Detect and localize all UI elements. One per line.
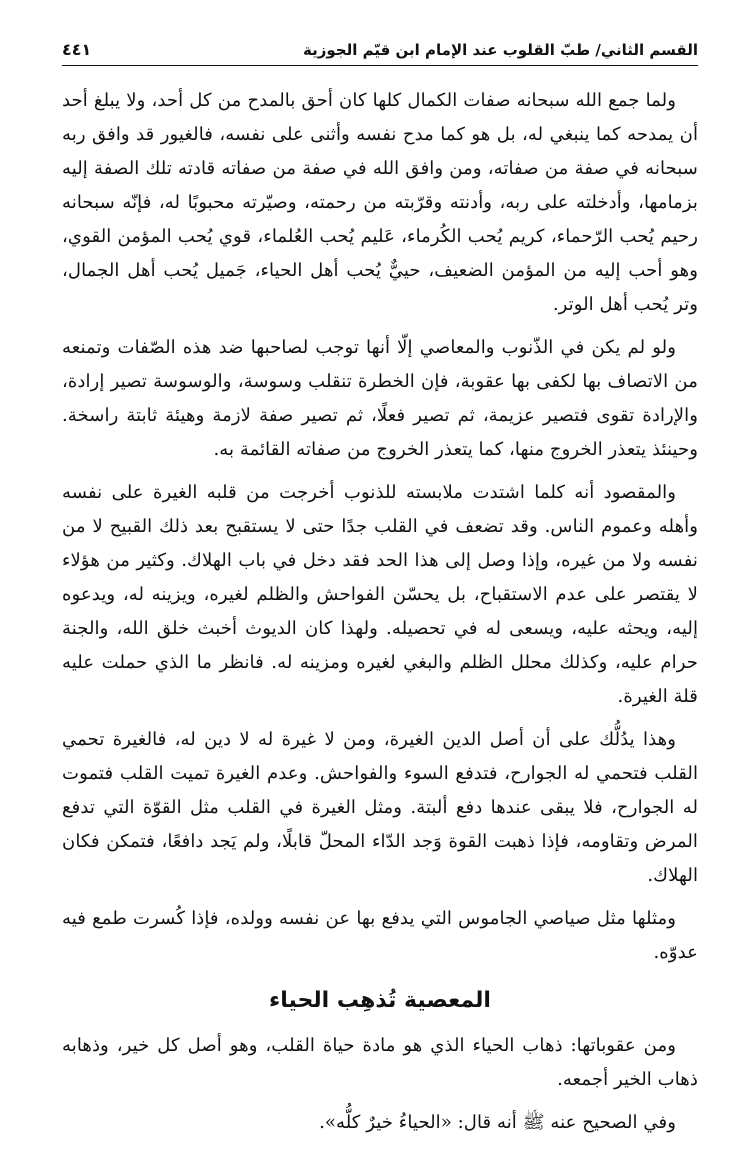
paragraph: ومن عقوباتها: ذهاب الحياء الذي هو مادة حياة القلب، وهو أصل كل خير، وذهابه ذهاب الخير أجمعه. xyxy=(62,1035,698,1090)
page-number: ٤٤١ xyxy=(62,40,92,59)
paragraph: وفي الصحيح عنه ﷺ أنه قال: «الحياءُ خيرٌ كلُّه». xyxy=(319,1112,676,1133)
running-header xyxy=(62,40,698,66)
header-title: القسم الثاني/ طبّ القلوب عند الإمام ابن قيّم الجوزية xyxy=(303,41,698,59)
section-heading: المعصية تُذهِب الحياء xyxy=(269,988,491,1013)
page-body xyxy=(62,84,698,1140)
paragraph: والمقصود أنه كلما اشتدت ملابسته للذنوب أخرجت من قلبه الغيرة على نفسه وأهله وعموم الناس. وقد تضعف في القلب جدًا حتى لا يستقبح بعد ذلك القبيح لا من نفسه ولا من غيره، وإذا وصل إلى هذا الحد فقد دخل في باب الهلاك. وكثير من هؤلاء لا يقتصر على عدم الاستقباح، بل يحسّن الفواحش والظلم لغيره، ويزينه له، ويدعوه إليه، ويحثه عليه، ويسعى له في تحصيله. ولهذا كان الديوث أخبث خلق الله، والجنة حرام عليه، وكذلك محلل الظلم والبغي لغيره ومزينه له. فانظر ما الذي حملت عليه قلة الغيرة. xyxy=(62,482,698,707)
paragraph: وهذا يدُلُّك على أن أصل الدين الغيرة، ومن لا غيرة له لا دين له، فالغيرة تحمي القلب فتحمي له الجوارح، فتدفع السوء والفواحش. وعدم الغيرة تميت القلب فتموت له الجوارح، فلا يبقى عندها دفع ألبتة. ومثل الغيرة في القلب مثل القوّة التي تدفع المرض وتقاومه، فإذا ذهبت القوة وَجد الدّاء المحلّ قابلًا، ولم يَجد دافعًا، فتمكن فكان الهلاك. xyxy=(62,729,698,886)
paragraph: ولو لم يكن في الذّنوب والمعاصي إلّا أنها توجب لصاحبها ضد هذه الصّفات وتمنعه من الاتصاف بها لكفى بها عقوبة، فإن الخطرة تنقلب وسوسة، والوسوسة تصير إرادة، والإرادة تقوى فتصير عزيمة، ثم تصير فعلًا، ثم تصير صفة لازمة وهيئة ثابتة راسخة. وحينئذ يتعذر الخروج منها، كما يتعذر الخروج من صفاته القائمة به. xyxy=(62,337,698,460)
book-page xyxy=(62,40,698,1149)
paragraph: ولما جمع الله سبحانه صفات الكمال كلها كان أحق بالمدح من كل أحد، ولا يبلغ أحد أن يمدحه كما ينبغي له، بل هو كما مدح نفسه وأثنى على نفسه، فالغيور قد وافق ربه سبحانه في صفة من صفاته، ومن وافق الله في صفة من صفاته قادته تلك الصفة إليه بزمامها، وأدخلته على ربه، وأدنته وقرّبته من رحمته، وصيّرته محبوبًا له، فإنّه سبحانه رحيم يُحب الرّحماء، كريم يُحب الكُرماء، عَليم يُحب العُلماء، قوي يُحب المؤمن القوي، وهو أحب إليه من المؤمن الضعيف، حييٌّ يُحب أهل الحياء، جَميل يُحب أهل الجمال، وتر يُحب أهل الوتر. xyxy=(62,90,698,315)
paragraph: ومثلها مثل صياصي الجاموس التي يدفع بها عن نفسه وولده، فإذا كُسرت طمع فيه عدوّه. xyxy=(62,908,698,963)
